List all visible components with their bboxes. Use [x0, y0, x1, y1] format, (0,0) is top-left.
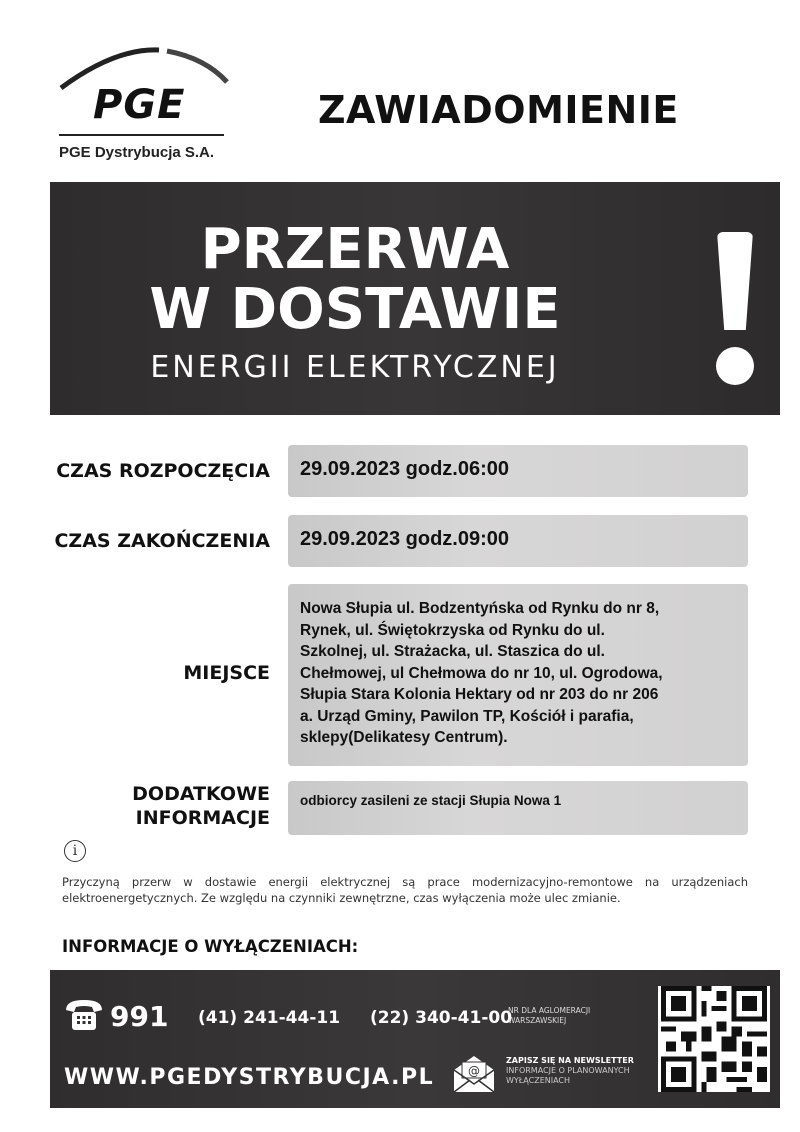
phone-number-2: (22) 340-41-00 — [370, 1008, 513, 1028]
phone-icon — [64, 998, 104, 1032]
info-icon: i — [64, 840, 86, 862]
end-time-value: 29.09.2023 godz.09:00 — [300, 528, 510, 550]
outage-banner — [50, 182, 780, 415]
qr-code-icon[interactable] — [658, 986, 770, 1092]
contact-footer — [50, 970, 780, 1108]
pge-logo — [55, 40, 230, 170]
emergency-number: 991 — [110, 1000, 169, 1033]
start-time-label: CZAS ROZPOCZĘCIA — [56, 460, 270, 482]
extra-info-value: odbiorcy zasileni ze stacji Słupia Nowa 1 — [300, 793, 562, 808]
company-name: PGE Dystrybucja S.A. — [59, 144, 215, 161]
info-heading: INFORMACJE O WYŁĄCZENIACH: — [62, 937, 359, 956]
phone-number-1: (41) 241-44-11 — [198, 1008, 341, 1028]
outage-reason-note: Przyczyną przerw w dostawie energii elektrycznej są prace modernizacyjno-remontowe na urządzeniach elektroenergetycznych. Ze względu na czynniki zewnętrzne, czas wyłączenia może ulec zmianie. — [62, 875, 748, 905]
svg-text:@: @ — [468, 1064, 480, 1078]
phone-number-2-note: NR DLA AGLOMERACJI WARSZAWSKIEJ — [508, 1006, 591, 1025]
exclamation-icon — [705, 232, 763, 407]
newsletter-signup[interactable]: ZAPISZ SIĘ NA NEWSLETTER INFORMACJE O PLANOWANYCH WYŁĄCZENIACH — [506, 1056, 634, 1085]
start-time-field — [288, 445, 748, 497]
end-time-label: CZAS ZAKOŃCZENIA — [54, 530, 270, 552]
end-time-field — [288, 515, 748, 567]
place-value: Nowa Słupia ul. Bodzentyńska od Rynku do nr 8, Rynek, ul. Świętokrzyska od Rynku do ul. Szkolnej, ul. Strażacka, ul. Staszica do ul. Chełmowej, ul Chełmowa do nr 10, ul. Ogrodowa, Słupia Stara Kolonia Hektary od nr 203 do nr 206 a. Urząd Gminy, Pawilon TP, Kościół i parafia, sklepy(Delikatesy Centrum). — [300, 600, 663, 746]
page-title: ZAWIADOMIENIE — [318, 88, 679, 132]
banner-line-3: ENERGII ELEKTRYCZNEJ — [150, 350, 560, 385]
place-label: MIEJSCE — [183, 662, 270, 684]
place-field — [288, 584, 748, 766]
banner-line-2: W DOSTAWIE — [149, 277, 561, 342]
logo-text: PGE — [93, 82, 186, 128]
website-link[interactable]: WWW.PGEDYSTRYBUCJA.PL — [64, 1065, 435, 1090]
logo-divider — [59, 134, 224, 136]
extra-info-field — [288, 781, 748, 835]
newsletter-mail-icon — [452, 1054, 496, 1094]
extra-info-label: DODATKOWE INFORMACJE — [132, 783, 270, 829]
banner-line-1: PRZERWA — [200, 217, 510, 282]
start-time-value: 29.09.2023 godz.06:00 — [300, 458, 510, 480]
